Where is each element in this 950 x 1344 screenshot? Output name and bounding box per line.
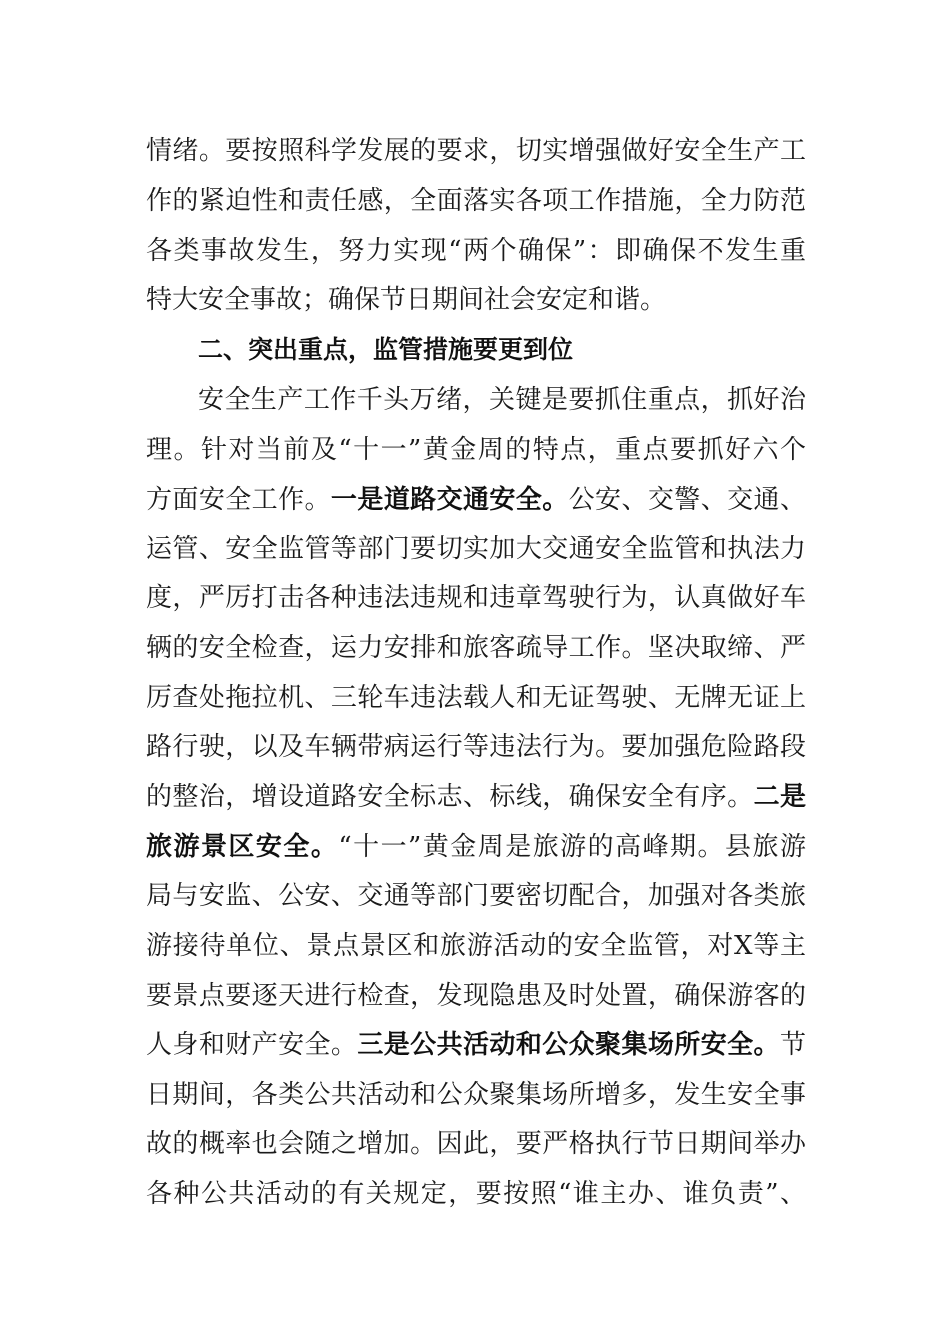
paragraph-line: 各种公共活动的有关规定，要按照“谁主办、谁负责”、 — [146, 1179, 806, 1209]
paragraph-line: 度，严厉打击各种违法违规和违章驾驶行为，认真做好车 — [146, 583, 806, 613]
text-run: “十一”黄金周是旅游的高峰期。县旅游 — [338, 832, 806, 862]
paragraph-line: 特大安全事故；确保节日期间社会安定和谐。 — [146, 285, 667, 315]
paragraph-line: 要景点要逐天进行检查，发现隐患及时处置，确保游客的 — [146, 981, 806, 1011]
paragraph-line: 各类事故发生，努力实现“两个确保”：即确保不发生重 — [146, 236, 806, 266]
paragraph-line: 厉查处拖拉机、三轮车违法载人和无证驾驶、无牌无证上 — [146, 683, 806, 713]
paragraph-line: 日期间，各类公共活动和公众聚集场所增多，发生安全事 — [146, 1080, 806, 1110]
paragraph-line: 理。针对当前及“十一”黄金周的特点，重点要抓好六个 — [146, 435, 806, 465]
paragraph-line: 辆的安全检查，运力安排和旅客疏导工作。坚决取缔、严 — [146, 633, 806, 663]
bold-subheading: 一是道路交通安全。 — [330, 485, 569, 515]
paragraph-line: 作的紧迫性和责任感，全面落实各项工作措施，全力防范 — [146, 186, 806, 216]
paragraph-line — [146, 480, 806, 520]
paragraph-line: 游接待单位、景点景区和旅游活动的安全监管，对X等主 — [146, 931, 806, 961]
paragraph-line: 情绪。要按照科学发展的要求，切实增强做好安全生产工 — [146, 136, 806, 166]
paragraph-line — [146, 777, 806, 817]
paragraph-line — [146, 827, 806, 867]
text-run: 节 — [779, 1030, 806, 1060]
bold-subheading: 二是 — [753, 782, 806, 812]
text-run: 公安、交警、交通、 — [568, 485, 806, 515]
paragraph-line: 安全生产工作千头万绪，关键是要抓住重点，抓好治 — [198, 385, 806, 415]
paragraph-line — [146, 1025, 806, 1065]
text-run: 的整治，增设道路安全标志、标线，确保安全有序。 — [146, 782, 754, 812]
bold-subheading: 旅游景区安全。 — [146, 832, 339, 862]
paragraph-line: 路行驶，以及车辆带病运行等违法行为。要加强危险路段 — [146, 732, 806, 762]
paragraph-line: 局与安监、公安、交通等部门要密切配合，加强对各类旅 — [146, 881, 806, 911]
bold-subheading: 三是公共活动和公众聚集场所安全。 — [357, 1030, 780, 1060]
text-run: 人身和财产安全。 — [146, 1030, 358, 1060]
paragraph-line: 运管、安全监管等部门要切实加大交通安全监管和执法力 — [146, 534, 806, 564]
section-heading: 二、突出重点，监管措施要更到位 — [198, 335, 574, 364]
paragraph-line: 故的概率也会随之增加。因此，要严格执行节日期间举办 — [146, 1129, 806, 1159]
text-run: 方面安全工作。 — [146, 485, 331, 515]
